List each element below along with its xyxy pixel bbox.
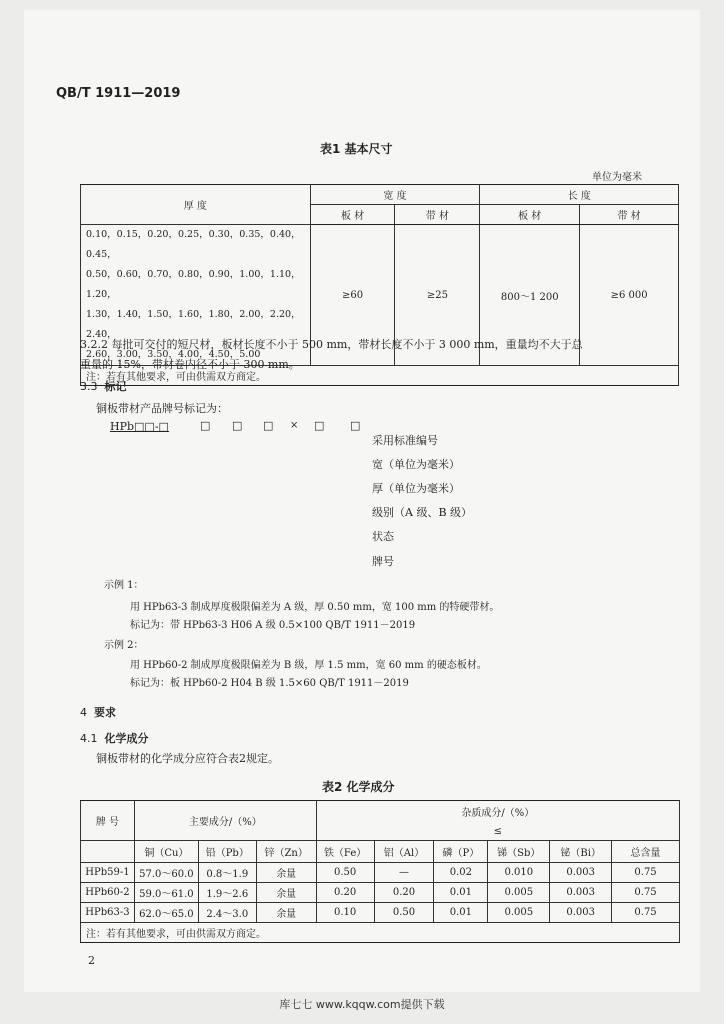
t1-head-length-plate: 板 材 [480, 205, 580, 225]
t2-col-al: 铝（Al） [374, 841, 434, 863]
download-footer: 库七七 www.kqqw.com提供下载 [279, 998, 445, 1011]
t2-col-bi: 铋（Bi） [550, 841, 612, 863]
t1-head-width-strip: 带 材 [395, 205, 480, 225]
section-4: 4 要求 [80, 706, 116, 719]
marking-label-thickness: 厚（单位为毫米） [372, 482, 460, 495]
marking-box-standard: □ [350, 419, 361, 432]
para-322-line2: 重量的 15%，带材卷内径不小于 300 mm。 [80, 358, 300, 371]
t1-width-strip: ≥25 [395, 225, 480, 366]
marking-code: HPb□□-□ [110, 420, 169, 433]
marking-intro: 铜板带材产品牌号标记为： [96, 402, 228, 415]
t1-head-width: 宽 度 [310, 185, 480, 205]
para-322-line1: 3.2.2 每批可交付的短尺材，板材长度不小于 500 mm，带材长度不小于 3 000 mm，重量均不大于总 [80, 338, 583, 351]
section-4-1: 4.1 化学成分 [80, 732, 149, 745]
standard-number: QB/T 1911—2019 [56, 86, 181, 101]
marking-box-grade: □ [232, 419, 243, 432]
example1-desc: 用 HPb63-3 制成厚度极限偏差为 A 级，厚 0.50 mm，宽 100 mm 的特硬带材。 [130, 602, 500, 613]
t2-col-pb: 铅（Pb） [198, 841, 256, 863]
t1-thickness-values: 0.10，0.15，0.20，0.25，0.30，0.35，0.40，0.45， 0.50，0.60，0.70，0.80，0.90，1.00，1.10，1.20， 1.30，1.40，1.50，1.60，1.80，2.00，2.20，2.40， 2.60，3.00，3.50，4.00，4.50，5.00 [81, 225, 311, 366]
t2-note: 注：若有其他要求，可由供需双方商定。 [81, 923, 680, 943]
table2-caption: 表2 化学成分 [322, 780, 395, 794]
t2-head-grade-cont [81, 841, 135, 863]
marking-times: × [290, 420, 299, 431]
example2-mark: 标记为：板 HPb60-2 H04 B 级 1.5×60 QB/T 1911－2019 [130, 678, 409, 689]
t1-head-length: 长 度 [480, 185, 679, 205]
example1-mark: 标记为：带 HPb63-3 H06 A 级 0.5×100 QB/T 1911－2019 [130, 620, 416, 631]
t2-col-total: 总含量 [612, 841, 680, 863]
t1-length-strip: ≥6 000 [580, 225, 679, 366]
marking-box-width: □ [314, 419, 325, 432]
example2-desc: 用 HPb60-2 制成厚度极限偏差为 B 级，厚 1.5 mm，宽 60 mm 的硬态板材。 [130, 660, 487, 671]
marking-label-grade-name: 牌号 [372, 555, 394, 568]
t2-head-main: 主要成分/（%） [134, 801, 316, 841]
t2-col-sb: 锑（Sb） [488, 841, 550, 863]
example2-title: 示例 2： [104, 640, 144, 651]
t1-head-thickness: 厚 度 [81, 185, 311, 225]
section-4-1-text: 铜板带材的化学成分应符合表2规定。 [96, 752, 279, 765]
t2-col-zn: 锌（Zn） [256, 841, 316, 863]
t1-width-plate: ≥60 [310, 225, 395, 366]
marking-label-grade: 级别（A 级、B 级） [372, 506, 473, 519]
marking-box-state: □ [200, 419, 211, 432]
table-row: HPb60-2 59.0～61.0 1.9～2.6 余量 0.20 0.20 0.01 0.005 0.003 0.75 [81, 883, 680, 903]
t2-head-le: ≤ [316, 823, 679, 841]
table1-caption: 表1 基本尺寸 [320, 142, 393, 156]
table2 [80, 800, 680, 943]
marking-label-standard: 采用标准编号 [372, 434, 438, 447]
section-3-3: 3.3 标记 [80, 380, 127, 393]
marking-label-width: 宽（单位为毫米） [372, 458, 460, 471]
t2-col-fe: 铁（Fe） [316, 841, 374, 863]
table-row: HPb63-3 62.0～65.0 2.4～3.0 余量 0.10 0.50 0.01 0.005 0.003 0.75 [81, 903, 680, 923]
example1-title: 示例 1： [104, 580, 144, 591]
table-row: HPb59-1 57.0～60.0 0.8～1.9 余量 0.50 — 0.02 0.010 0.003 0.75 [81, 863, 680, 883]
t1-note: 注：若有其他要求，可由供需双方商定。 [81, 366, 679, 386]
marking-box-thickness: □ [263, 419, 274, 432]
t1-head-length-strip: 带 材 [580, 205, 679, 225]
table1-unit: 单位为毫米 [592, 172, 642, 183]
t2-head-grade: 牌 号 [81, 801, 135, 841]
page-number: 2 [88, 954, 95, 967]
t2-col-cu: 铜（Cu） [134, 841, 198, 863]
marking-label-state: 状态 [372, 530, 394, 543]
t1-head-width-plate: 板 材 [310, 205, 395, 225]
t2-col-p: 磷（P） [434, 841, 488, 863]
t2-head-impurity: 杂质成分/（%） [316, 801, 679, 823]
t1-length-plate: 800～1 200 [480, 225, 580, 366]
